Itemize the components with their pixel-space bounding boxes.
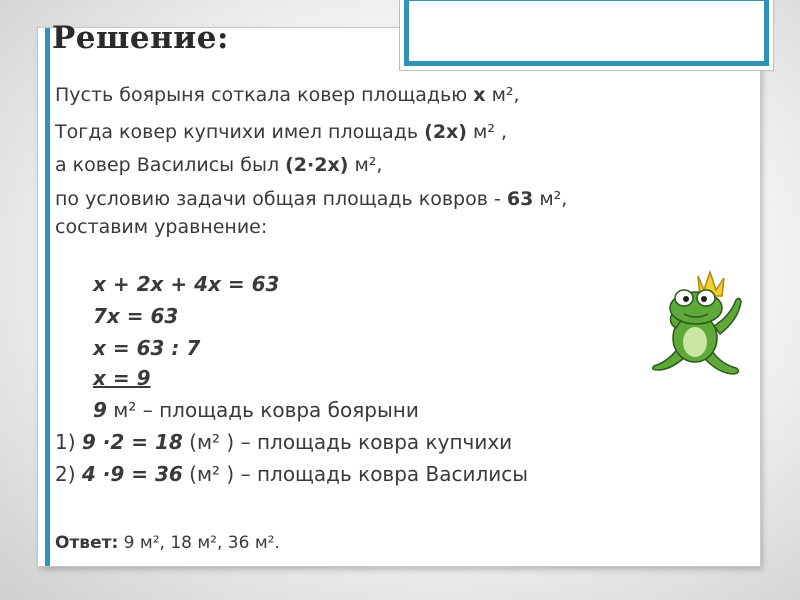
equation-1: х + 2х + 4х = 63 — [93, 272, 280, 296]
answer-text: 9 м², 18 м², 36 м². — [118, 533, 280, 553]
text-line-4: по условию задачи общая площадь ковров - 63 м², — [55, 188, 568, 210]
slide-title: Решение: — [52, 20, 229, 56]
text-line-3: а ковер Василисы был (2·2х) м², — [55, 154, 383, 176]
text-line-5: составим уравнение: — [55, 216, 268, 238]
frog-with-crown-icon — [640, 270, 752, 380]
equation-2: 7х = 63 — [93, 304, 179, 328]
text-line-1: Пусть боярыня соткала ковер площадью х м², — [55, 84, 520, 106]
accent-bar — [45, 28, 50, 566]
title-decoration-box — [404, 0, 769, 66]
result-line-3: 2) 4 ·9 = 36 (м² ) – площадь ковра Василисы — [55, 462, 529, 486]
equation-4: х = 9 — [93, 366, 151, 390]
text-line-2: Тогда ковер купчихи имел площадь (2х) м² , — [55, 121, 508, 143]
result-line-2: 1) 9 ·2 = 18 (м² ) – площадь ковра купчихи — [55, 430, 513, 454]
result-line-1: 9 м² – площадь ковра боярыни — [93, 398, 419, 422]
answer-line — [55, 533, 280, 553]
answer-label: Ответ: — [55, 533, 119, 553]
equation-3: х = 63 : 7 — [93, 336, 201, 360]
